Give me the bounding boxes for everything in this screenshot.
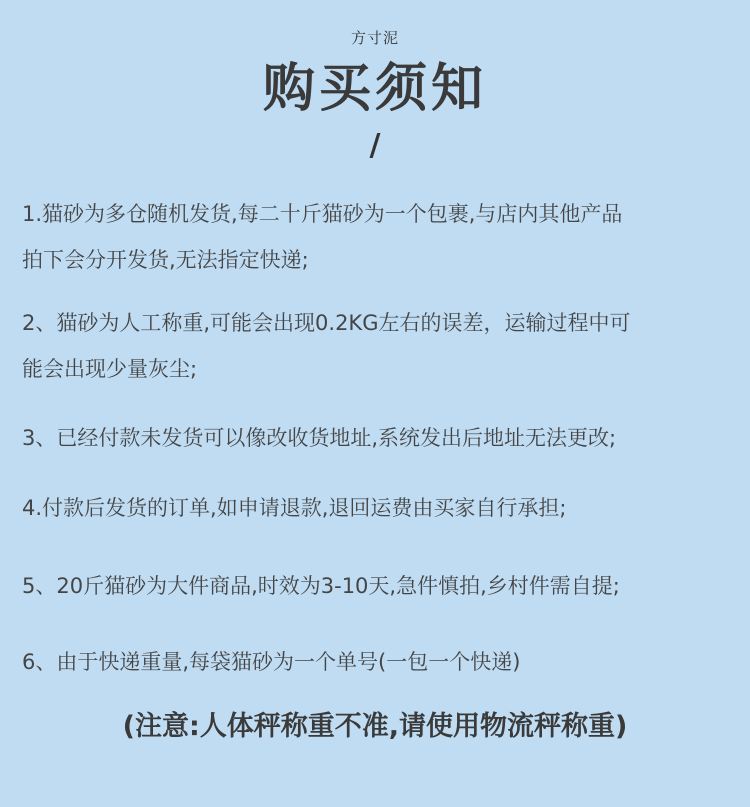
notice-item-2-line-1: 2、猫砂为人工称重,可能会出现0.2KG左右的误差，运输过程中可 (22, 311, 631, 335)
weighing-note: (注意:人体秤称重不准,请使用物流秤称重) (122, 711, 628, 742)
notice-item-1-line-2: 拍下会分开发货,无法指定快递; (22, 248, 309, 272)
title-separator: / (369, 128, 381, 163)
notice-item-1 (22, 191, 734, 283)
notice-item-2-line-2: 能会出现少量灰尘; (22, 357, 198, 381)
notice-item-5 (22, 563, 734, 609)
notice-item-4-line-1: 4.付款后发货的订单,如申请退款,退回运费由买家自行承担; (22, 496, 567, 520)
notice-item-3-line-1: 3、已经付款未发货可以像改收货地址,系统发出后地址无法更改; (22, 426, 617, 450)
notice-item-5-line-1: 5、20斤猫砂为大件商品,时效为3-10天,急件慎拍,乡村件需自提; (22, 574, 620, 598)
page-title: 购买须知 (262, 59, 487, 119)
brand-name: 方寸泥 (350, 29, 399, 47)
notice-item-4 (22, 485, 734, 531)
notice-item-3 (22, 415, 734, 461)
notice-item-2 (22, 300, 734, 392)
notice-item-6 (22, 639, 734, 685)
notice-item-6-line-1: 6、由于快递重量,每袋猫砂为一个单号(一包一个快递) (22, 650, 521, 674)
notice-item-1-line-1: 1.猫砂为多仓随机发货,每二十斤猫砂为一个包裹,与店内其他产品 (22, 202, 623, 226)
